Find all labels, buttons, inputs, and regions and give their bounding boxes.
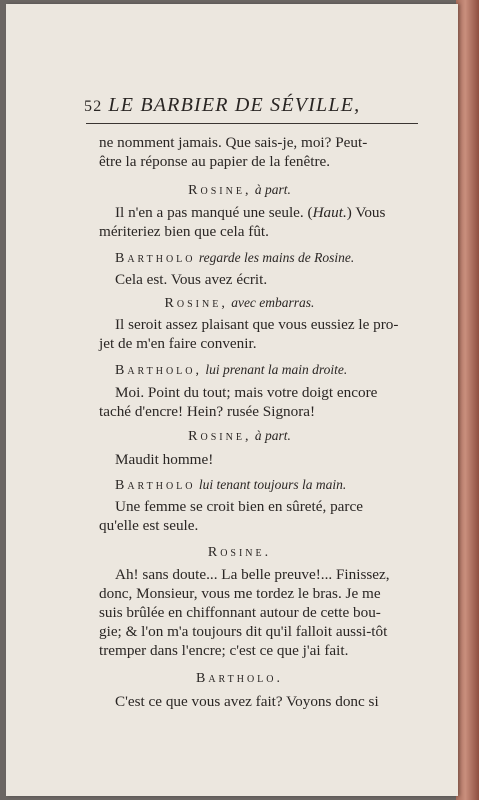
- text-line: Il seroit assez plaisant que vous eussiez le pro-: [115, 316, 399, 333]
- stage-direction: Haut.: [312, 204, 347, 221]
- stage-direction: regarde les mains de Rosine.: [198, 250, 355, 265]
- speaker-heading: [115, 477, 346, 494]
- speaker-name: Bartholo.: [195, 671, 283, 686]
- speaker-name: Rosine.: [207, 545, 272, 560]
- speaker-heading: [0, 295, 479, 312]
- running-title: LE BARBIER DE SÉVILLE,: [108, 94, 361, 116]
- speaker-heading: [0, 670, 479, 687]
- text-line: tremper dans l'encre; c'est ce que j'ai fait.: [99, 642, 349, 659]
- text-line: mériteriez bien que cela fût.: [99, 223, 269, 240]
- speaker-name: Bartholo: [115, 478, 196, 493]
- text-line: gie; & l'on m'a toujours dit qu'il falloit aussi-tôt: [99, 623, 388, 640]
- stage-direction: avec embarras.: [231, 295, 315, 310]
- stage-direction: lui tenant toujours la main.: [198, 477, 347, 492]
- text-fragment: Il n'en a pas manqué une seule. (: [115, 204, 313, 221]
- speaker-name: Rosine,: [188, 429, 252, 444]
- stage-direction: à part.: [254, 182, 291, 197]
- text-line: Moi. Point du tout; mais votre doigt encore: [115, 384, 378, 401]
- speaker-name: Rosine,: [188, 183, 252, 198]
- text-line: être la réponse au papier de la fenêtre.: [99, 153, 331, 170]
- speaker-name: Bartholo: [115, 251, 196, 266]
- speaker-heading: [0, 182, 479, 199]
- text-line: suis brûlée en chiffonnant autour de cette bou-: [99, 604, 381, 621]
- speaker-heading: [0, 544, 479, 561]
- text-line: ne nomment jamais. Que sais-je, moi? Peut-: [99, 134, 368, 151]
- stage-direction: lui prenant la main droite.: [205, 362, 348, 377]
- text-line: Ah! sans doute... La belle preuve!... Finissez,: [115, 566, 390, 583]
- text-line: [115, 204, 385, 222]
- speaker-heading: [0, 428, 479, 445]
- stage-direction: à part.: [254, 428, 291, 443]
- text-line: Maudit homme!: [115, 451, 214, 468]
- text-line: jet de m'en faire convenir.: [99, 335, 257, 352]
- text-line: taché d'encre! Hein? rusée Signora!: [99, 403, 316, 420]
- speaker-heading: [115, 362, 347, 379]
- running-head: [84, 94, 360, 117]
- speaker-name: Rosine,: [164, 296, 228, 311]
- text-line: C'est ce que vous avez fait? Voyons donc si: [115, 693, 379, 710]
- text-line: donc, Monsieur, vous me tordez le bras. Je me: [99, 585, 381, 602]
- speaker-heading: [115, 250, 354, 267]
- text-line: Cela est. Vous avez écrit.: [115, 271, 268, 288]
- speaker-name: Bartholo,: [115, 363, 203, 378]
- text-line: Une femme se croit bien en sûreté, parce: [115, 498, 363, 515]
- page-number: 52: [84, 98, 103, 115]
- text-line: qu'elle est seule.: [99, 517, 199, 534]
- text-fragment: ) Vous: [346, 204, 386, 221]
- header-rule: [86, 123, 418, 124]
